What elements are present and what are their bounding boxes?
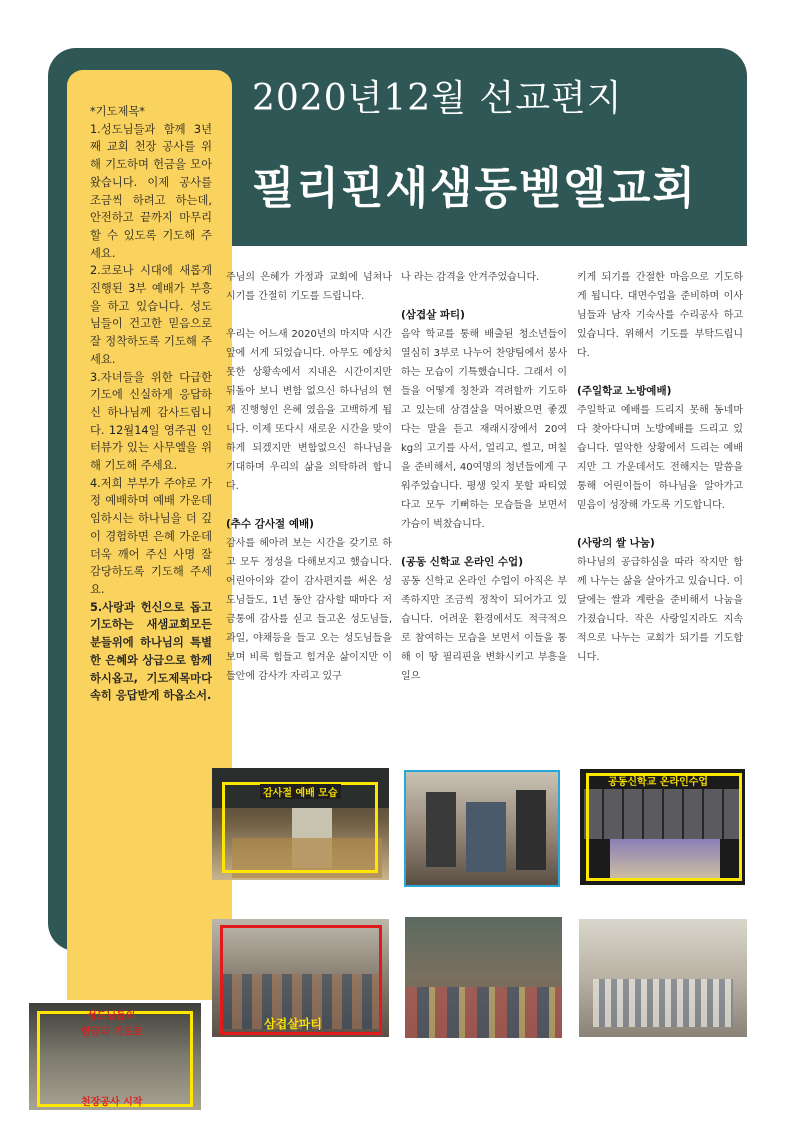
thanksgiving-photo xyxy=(212,768,389,880)
section-heading: (삼겹살 파티) xyxy=(401,309,465,321)
article-column-3 xyxy=(577,268,743,686)
photo-frame xyxy=(586,773,742,881)
paragraph: 우리는 어느새 2020년의 마지막 시간 앞에 서게 되었습니다. 아무도 예상치 못한 상황속에서 지내온 시간이지만 뒤돌아 보니 변함 없으신 하나님의 현재 진행형인 은혜 였음을 고백하게 됩니다. 이제 또다시 새로운 시간을 맞이하게 되겠지만 변함없으신 하나님을 기대하며 우리의 삶을 의탁하려 합니다. xyxy=(226,329,392,492)
photo-caption: 공동신학교 온라인수업 xyxy=(608,777,709,788)
article-column-1 xyxy=(226,268,392,705)
paragraph: 키게 되기를 간절한 마음으로 기도하게 됩니다. 대면수업을 준비하며 이사님들과 남자 기숙사를 수리공사 하고 있습니다. 위해서 기도를 부탁드립니다. xyxy=(577,272,743,359)
paragraph: 감사를 헤아려 보는 시간을 갖기로 하고 모두 정성을 다해보지고 했습니다. 어린아이와 같이 감사편지를 써온 성도님들도, 1년 동안 감사할 때마다 저금통에 감사를 싣고 들고온 성도님들, 과일, 야채등을 들고 오는 성도님들을 보며 비록 힘들고 힘겨운 삶이지만 이들안에 감사가 자리고 있구 xyxy=(226,538,392,682)
prayer-item: 2.코로나 시대에 새롭게 진행된 3부 예배가 부흥을 하고 있습니다. 성도님들이 건고한 믿음으로 잘 정착하도록 기도해 주세요. xyxy=(90,264,212,366)
section-heading: (주일학교 노방예배) xyxy=(577,385,672,397)
paragraph: 공동 신학교 온라인 수업이 아직은 부족하지만 조금씩 정착이 되어가고 있습니다. 어려운 환경에서도 적극적으로 참여하는 모습을 보면서 이들을 통해 이 땅 필리핀을 변화시키고 부흥을 일으 xyxy=(401,576,567,682)
pork-party-photo xyxy=(404,770,560,887)
section-heading: (공동 신학교 온라인 수업) xyxy=(401,556,523,568)
photo-caption: 헌금과 기도로 xyxy=(81,1027,143,1038)
seminary-online-photo xyxy=(580,769,745,885)
section-heading: (추수 감사절 예배) xyxy=(226,518,314,530)
paragraph: 음악 학교를 통해 배출된 청소년들이 열심히 3부로 나누어 찬양팀에서 봉사하는 모습이 기특했습니다. 그래서 이들을 어떻게 칭찬과 격려할까 기도하고 있는데 삼겹살을 먹어봤으면 좋겠다는 말을 듣고 재래시장에서 20여 kg의 고기를 사서, 얼리고, 썰고, 며칠을 준비해서, 40여명의 청년들에게 구워주었습니다. 평생 잊지 못할 파티였다고 모두 기뻐하는 모습들을 보면서 가슴이 벅찼습니다. xyxy=(401,329,567,530)
rice-sharing-photo xyxy=(579,919,747,1037)
prayer-item: 1.성도님들과 함께 3년째 교회 천장 공사를 위해 기도하며 헌금을 모아왔습니다. 이제 공사를 조금씩 하려고 하는데, 안전하고 끝까지 마무리 할 수 있도록 기도해 주세요. xyxy=(90,122,212,260)
paragraph: 주님의 은혜가 가정과 교회에 넘쳐나시기를 간절히 기도를 드립니다. xyxy=(226,272,392,302)
photo-caption: 천장공사 시작 xyxy=(81,1097,143,1108)
photo-caption: 성도님들의 xyxy=(87,1011,136,1022)
paragraph: 하나님의 공급하심을 따라 작지만 함께 나누는 삶을 살아가고 있습니다. 이달에는 쌀과 계란을 준비해서 나눔을 가졌습니다. 작은 사랑일지라도 지속적으로 나누는 교회가 되기를 기도합니다. xyxy=(577,557,743,663)
sunday-school-photo xyxy=(405,917,562,1038)
article-column-2 xyxy=(401,268,567,705)
prayer-item: 3.자녀들을 위한 다급한 기도에 신실하게 응답하신 하나님께 감사드립니다. 12월14일 영주권 인터뷰가 있는 사무엘을 위해 기도해 주세요. xyxy=(90,370,212,473)
photo-caption: 삼겹살파티 xyxy=(264,1017,322,1031)
photo-caption: 감사절 예배 모습 xyxy=(260,784,341,799)
ceiling-construction-photo xyxy=(29,1003,201,1110)
church-name: 필리핀새샘동벧엘교회 xyxy=(252,163,698,214)
prayer-heading: *기도제목* xyxy=(90,105,145,118)
section-heading: (사랑의 쌀 나눔) xyxy=(577,537,655,549)
newsletter-title: 2020년12월 선교편지 xyxy=(252,78,623,119)
paragraph: 주일학교 예배를 드리지 못해 동네마다 찾아다니며 노방예배를 드리고 있습니다. 열악한 상황에서 드리는 예배지만 그 가운데서도 전해지는 말씀을 통해 어린이들이 하나님을 알아가고 믿음이 성장해 가도록 기도합니다. xyxy=(577,405,743,511)
prayer-item: 5.사랑과 헌신으로 돕고 기도하는 새샘교회모든 분들위에 하나님의 특별한 은혜와 상급으로 함께 하시옵고, 기도제목마다 속히 응답받게 하옵소서. xyxy=(90,600,212,703)
paragraph: 나 라는 감격을 안겨주었습니다. xyxy=(401,272,540,283)
prayer-item: 4.저희 부부가 주야로 가정 예배하며 예배 가운데 임하시는 하나님을 더 깊이 경험하면 은혜 가운데 더욱 깨어 주신 사명 잘 감당하도록 기도해 주세요. xyxy=(90,476,212,596)
prayer-list xyxy=(90,103,212,705)
worship-photo xyxy=(212,919,389,1037)
